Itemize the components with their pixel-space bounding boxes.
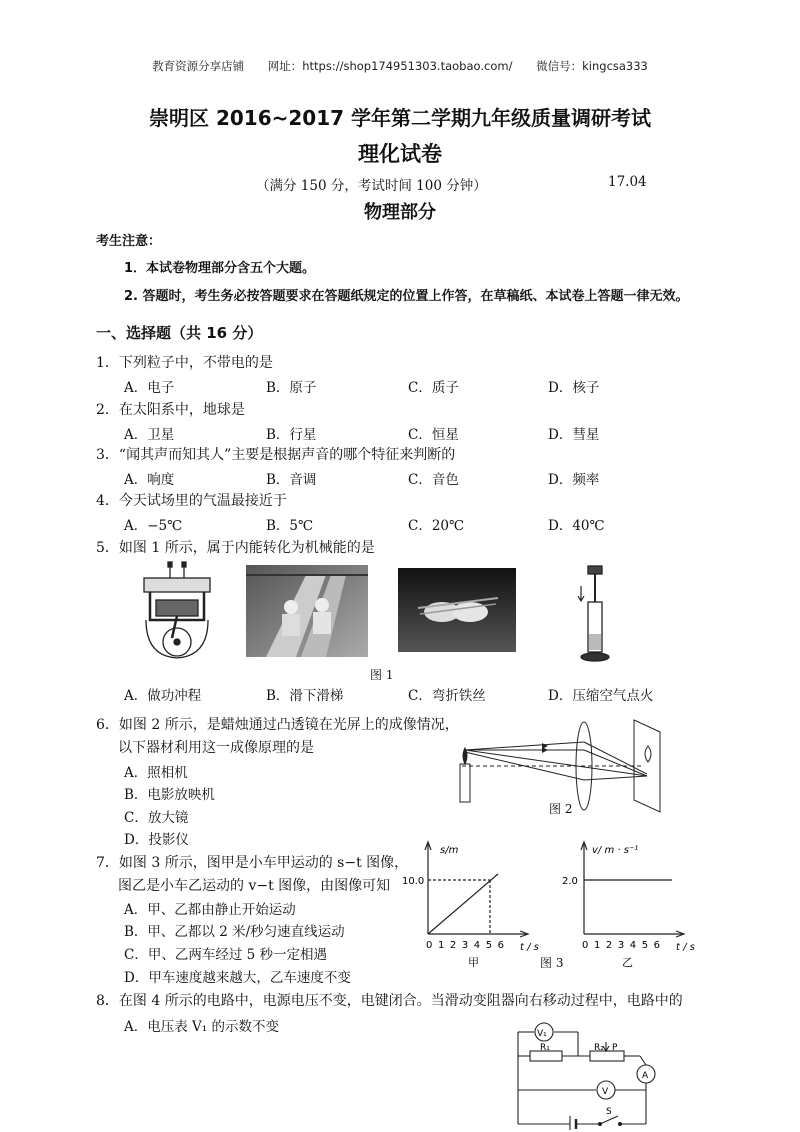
q7-option-a: A．甲、乙都由静止开始运动 xyxy=(124,902,296,918)
jia-x-ticks: 0 1 2 3 4 5 6 xyxy=(426,940,506,951)
slide-photo-image xyxy=(246,565,368,657)
q4-stem: 4．今天试场里的气温最接近于 xyxy=(96,493,287,509)
q4-option-d: D．40℃ xyxy=(548,518,605,534)
q6-option-a: A．照相机 xyxy=(124,765,188,781)
exam-info: （满分 150 分，考试时间 100 分钟） xyxy=(256,178,487,194)
jia-y-value: 10.0 xyxy=(402,876,425,887)
q1-option-a: A．电子 xyxy=(124,380,175,396)
q7-stem-line2: 图乙是小车乙运动的 v−t 图像，由图像可知 xyxy=(118,878,391,894)
circuit-v1-label: V₁ xyxy=(537,1029,547,1039)
q1-option-d: D．核子 xyxy=(548,380,600,396)
notice-item-2: 2. 答题时，考生务必按答题要求在答题纸规定的位置上作答，在草稿纸、本试卷上答题一律无效。 xyxy=(124,289,689,304)
q8-option-a: A．电压表 V₁ 的示数不变 xyxy=(124,1019,279,1035)
notice-item-1: 1．本试卷物理部分含五个大题。 xyxy=(124,261,316,276)
q1-option-b: B．原子 xyxy=(266,380,317,396)
q2-option-b: B．行星 xyxy=(266,427,317,443)
q5-option-d: D．压缩空气点火 xyxy=(548,688,654,704)
q5-option-b: B．滑下滑梯 xyxy=(266,688,344,704)
paper-title: 理化试卷 xyxy=(358,142,442,166)
q5-option-c: C．弯折铁丝 xyxy=(408,688,486,704)
q6-option-c: C．放大镜 xyxy=(124,810,189,826)
yi-y-label: v/ m · s⁻¹ xyxy=(592,845,639,856)
circuit-ammeter-label: A xyxy=(642,1071,649,1081)
circuit-r2-label: R₂ xyxy=(594,1043,604,1053)
q3-option-b: B．音调 xyxy=(266,472,317,488)
jia-y-label: s/m xyxy=(440,845,459,856)
fig3-caption: 图 3 xyxy=(540,956,564,970)
header-url[interactable]: 网址：https://shop174951303.taobao.com/ xyxy=(267,59,513,73)
exam-title: 崇明区 2016~2017 学年第二学期九年级质量调研考试 xyxy=(148,106,651,130)
q3-option-c: C．音色 xyxy=(408,472,459,488)
air-compression-tube-image xyxy=(570,564,620,664)
yi-x-label: t / s xyxy=(676,942,695,953)
exam-date: 17.04 xyxy=(608,174,647,190)
q1-option-c: C．质子 xyxy=(408,380,459,396)
circuit-switch-label: S xyxy=(606,1107,612,1117)
q5-stem: 5．如图 1 所示，属于内能转化为机械能的是 xyxy=(96,540,375,556)
page-header xyxy=(0,58,800,74)
graph-yi-vt xyxy=(556,838,702,970)
part-title: 物理部分 xyxy=(364,202,436,223)
q2-option-d: D．彗星 xyxy=(548,427,600,443)
circuit-voltmeter-label: V xyxy=(602,1087,609,1097)
q2-option-c: C．恒星 xyxy=(408,427,459,443)
yi-x-ticks: 0 1 2 3 4 5 6 xyxy=(582,940,662,951)
circuit-p-label: P xyxy=(612,1043,618,1053)
q4-option-c: C．20℃ xyxy=(408,518,465,534)
q3-option-a: A．响度 xyxy=(124,472,175,488)
fig1-caption: 图 1 xyxy=(370,668,394,682)
q7-option-d: D．甲车速度越来越大，乙车速度不变 xyxy=(124,970,351,986)
header-wechat: 微信号：kingcsa333 xyxy=(536,59,648,73)
bending-wire-photo-image xyxy=(398,568,516,652)
q6-option-d: D．投影仪 xyxy=(124,832,189,848)
fig2-caption: 图 2 xyxy=(549,802,573,816)
notice-heading: 考生注意： xyxy=(96,234,162,249)
q3-stem: 3．“闻其声而知其人”主要是根据声音的哪个特征来判断的 xyxy=(96,447,456,463)
q6-stem-line1: 6．如图 2 所示，是蜡烛通过凸透镜在光屏上的成像情况， xyxy=(96,717,459,733)
q6-stem-line2: 以下器材利用这一成像原理的是 xyxy=(118,740,314,756)
circuit-diagram xyxy=(500,1018,670,1130)
q1-stem: 1．下列粒子中，不带电的是 xyxy=(96,355,273,371)
engine-diagram-image xyxy=(132,560,222,660)
q2-stem: 2．在太阳系中，地球是 xyxy=(96,402,245,418)
q6-option-b: B．电影放映机 xyxy=(124,787,215,803)
yi-name: 乙 xyxy=(622,956,633,969)
q7-option-b: B．甲、乙都以 2 米/秒匀速直线运动 xyxy=(124,924,345,940)
q3-option-d: D．频率 xyxy=(548,472,600,488)
q2-option-a: A．卫星 xyxy=(124,427,175,443)
section-heading: 一、选择题（共 16 分） xyxy=(96,324,263,342)
q8-stem: 8．在图 4 所示的电路中，电源电压不变，电键闭合。当滑动变阻器向右移动过程中，电路中的 xyxy=(96,993,683,1009)
jia-x-label: t / s xyxy=(520,942,539,953)
q4-option-b: B．5℃ xyxy=(266,518,314,534)
circuit-r1-label: R₁ xyxy=(540,1043,550,1053)
q7-option-c: C．甲、乙两车经过 5 秒一定相遇 xyxy=(124,947,328,963)
yi-y-value: 2.0 xyxy=(562,876,578,887)
header-shop: 教育资源分享店铺 xyxy=(152,59,245,73)
q7-stem-line1: 7．如图 3 所示，图甲是小车甲运动的 s−t 图像， xyxy=(96,855,409,871)
graph-jia-st xyxy=(398,838,544,970)
q4-option-a: A．−5℃ xyxy=(124,518,183,534)
jia-name: 甲 xyxy=(468,956,479,969)
q5-option-a: A．做功冲程 xyxy=(124,688,202,704)
